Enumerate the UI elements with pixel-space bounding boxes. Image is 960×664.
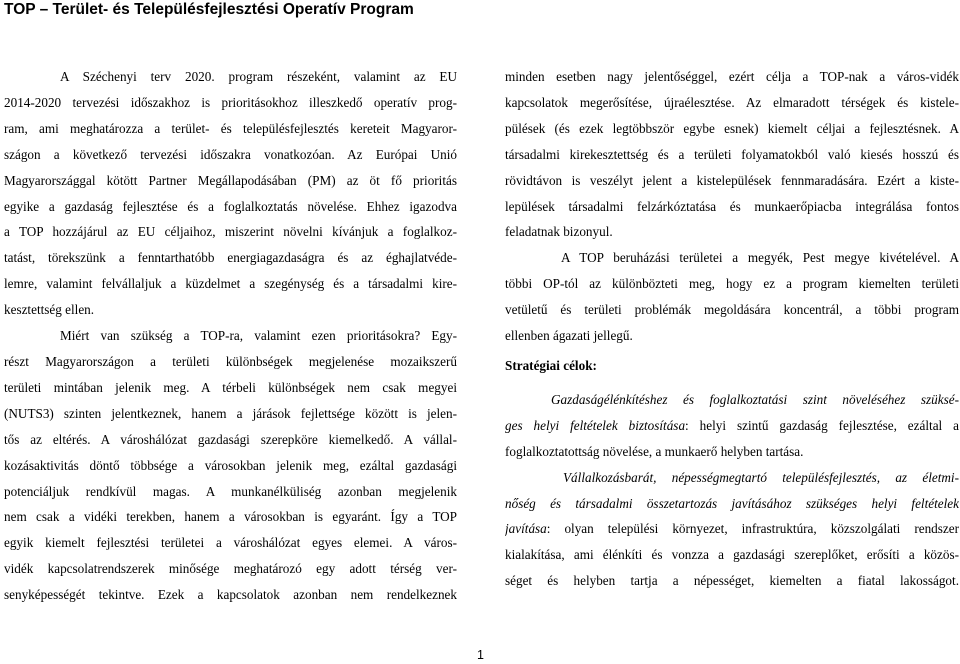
text-line: kesztettség ellen.	[4, 302, 95, 318]
goal-2-line: séget és helyben tartja a népességet, kiemelten a fiatal lakosságot.	[505, 573, 959, 589]
goal-1-line: Gazdaságélénkítéshez és foglalkoztatási szint növeléséhez szüksé-	[551, 391, 959, 407]
goal-1-line	[505, 413, 959, 439]
goal-2-text: : olyan települési környezet, infrastruktúra, közszolgálati rendszer	[546, 521, 959, 537]
text-line: a TOP hozzájárul az EU céljaihoz, miszerint növelni kívánjuk a foglalkoz-	[4, 224, 457, 240]
goal-1-text: : helyi szintű gazdaság fejlesztése, ezáltal a	[685, 417, 959, 433]
text-line: (NUTS3) szinten jelentkeznek, hanem a járások fejlettsége között is jelen-	[4, 405, 457, 421]
text-line: A TOP beruházási területei a megyék, Pest megye kivételével. A	[561, 250, 959, 266]
text-line: minden esetben nagy jelentőséggel, ezért célja a TOP-nak a város-vidék	[505, 69, 959, 84]
text-line: területi mintában jelenik meg. A térbeli különbségek nem csak megyei	[4, 379, 457, 395]
goal-1-line: foglalkoztatottság növelése, a munkaerő helyben tartása.	[505, 443, 804, 459]
text-line: többi OP-tól az különbözteti meg, hogy ez a program kiemelten területi	[505, 276, 959, 292]
text-line: A Széchenyi terv 2020. program részeként, valamint az EU	[60, 69, 457, 84]
text-line: feladatnak bizonyul.	[505, 224, 613, 240]
page-number: 1	[477, 648, 484, 662]
goal-2-line: nőség és társadalmi összetartozás javításához szükséges helyi feltételek	[505, 495, 959, 511]
text-line: Magyarországgal kötött Partner Megállapodásában (PM) az öt fő prioritás	[4, 172, 457, 188]
text-line: Miért van szükség a TOP-ra, valamint ezen prioritásokra? Egy-	[60, 328, 457, 344]
text-line: kozásaktivitás döntő többsége a városokban jelenik meg, ezáltal gazdasági	[4, 457, 457, 473]
text-line: társadalmi kirekesztettség és a területi folyamatokból való kiesés hosszú és	[505, 146, 959, 162]
goal-2-italic: javítása	[505, 521, 547, 537]
text-line: pülések (és ezek legtöbbször egybe esnek) kiemelt céljai a fejlesztésnek. A	[505, 120, 959, 136]
text-line: ram, ami meghatározza a terület- és településfejlesztés kereteit Magyaror-	[4, 120, 457, 136]
text-line: potenciáljuk rendkívül magas. A munkanélküliség azonban megjelenik	[4, 483, 457, 499]
text-line: rövidtávon is veszélyt jelent a kistelepülések fennmaradására. Ezért a kiste-	[505, 172, 959, 188]
left-column	[4, 64, 457, 608]
goal-2-line: Vállalkozásbarát, népességmegtartó településfejlesztés, az életmi-	[563, 469, 959, 485]
text-line: lemre, valamint felvállaljuk a küzdelmet a szegénység és a társadalmi kire-	[4, 276, 457, 292]
text-line: 2014-2020 tervezési időszakhoz is prioritásokhoz illeszkedő operatív prog-	[4, 94, 457, 110]
text-line: vidék kapcsolatrendszerek minősége meghatározó egy adott térség ver-	[4, 561, 457, 577]
text-line: tős az eltérés. A városhálózat gazdasági szerepköre kiemelkedő. A vállal-	[4, 431, 457, 447]
text-line: egyik kiemelt fejlesztési területei a városhálózat egyes elemei. A város-	[4, 535, 457, 551]
right-column	[505, 64, 959, 594]
document-title: TOP – Terület- és Településfejlesztési Operatív Program	[4, 1, 414, 18]
text-line: egyike a gazdaság fejlesztése és a foglalkoztatás növelése. Ehhez igazodva	[4, 198, 457, 214]
spacer	[505, 379, 959, 387]
text-line: ellenben ágazati jellegű.	[505, 328, 633, 344]
text-line: lepülések társadalmi felzárkóztatása és munkaerőpiacba integrálása fontos	[505, 198, 959, 214]
goal-2-line: kialakítása, ami élénkíti és vonzza a gazdasági szereplőket, erősíti a közös-	[505, 547, 959, 563]
text-line: kapcsolatok megerősítése, újraélesztése. Az elmaradott térségek és kistele-	[505, 94, 959, 110]
goal-2-line	[505, 516, 959, 542]
text-line: részt Magyarországon a területi különbségek megjelenése mozaikszerű	[4, 353, 457, 369]
text-line: nem csak a vidéki terekben, hanem a városokban is egyaránt. Így a TOP	[4, 509, 457, 525]
goal-1-italic: ges helyi feltételek biztosítása	[505, 417, 686, 433]
text-line: senyképességét tekintve. Ezek a kapcsolatok azonban nem rendelkeznek	[4, 587, 457, 603]
text-line: tatást, törekszünk a fenntarthatóbb energiagazdaságra és az éghajlatvéde-	[4, 250, 457, 266]
text-line: szágon a következő tervezési időszakra vonatkozóan. Az Európai Unió	[4, 146, 457, 162]
section-heading: Stratégiai célok:	[505, 357, 597, 373]
text-line: vetületű és területi problémák megoldására koncentrál, a többi program	[505, 302, 959, 318]
